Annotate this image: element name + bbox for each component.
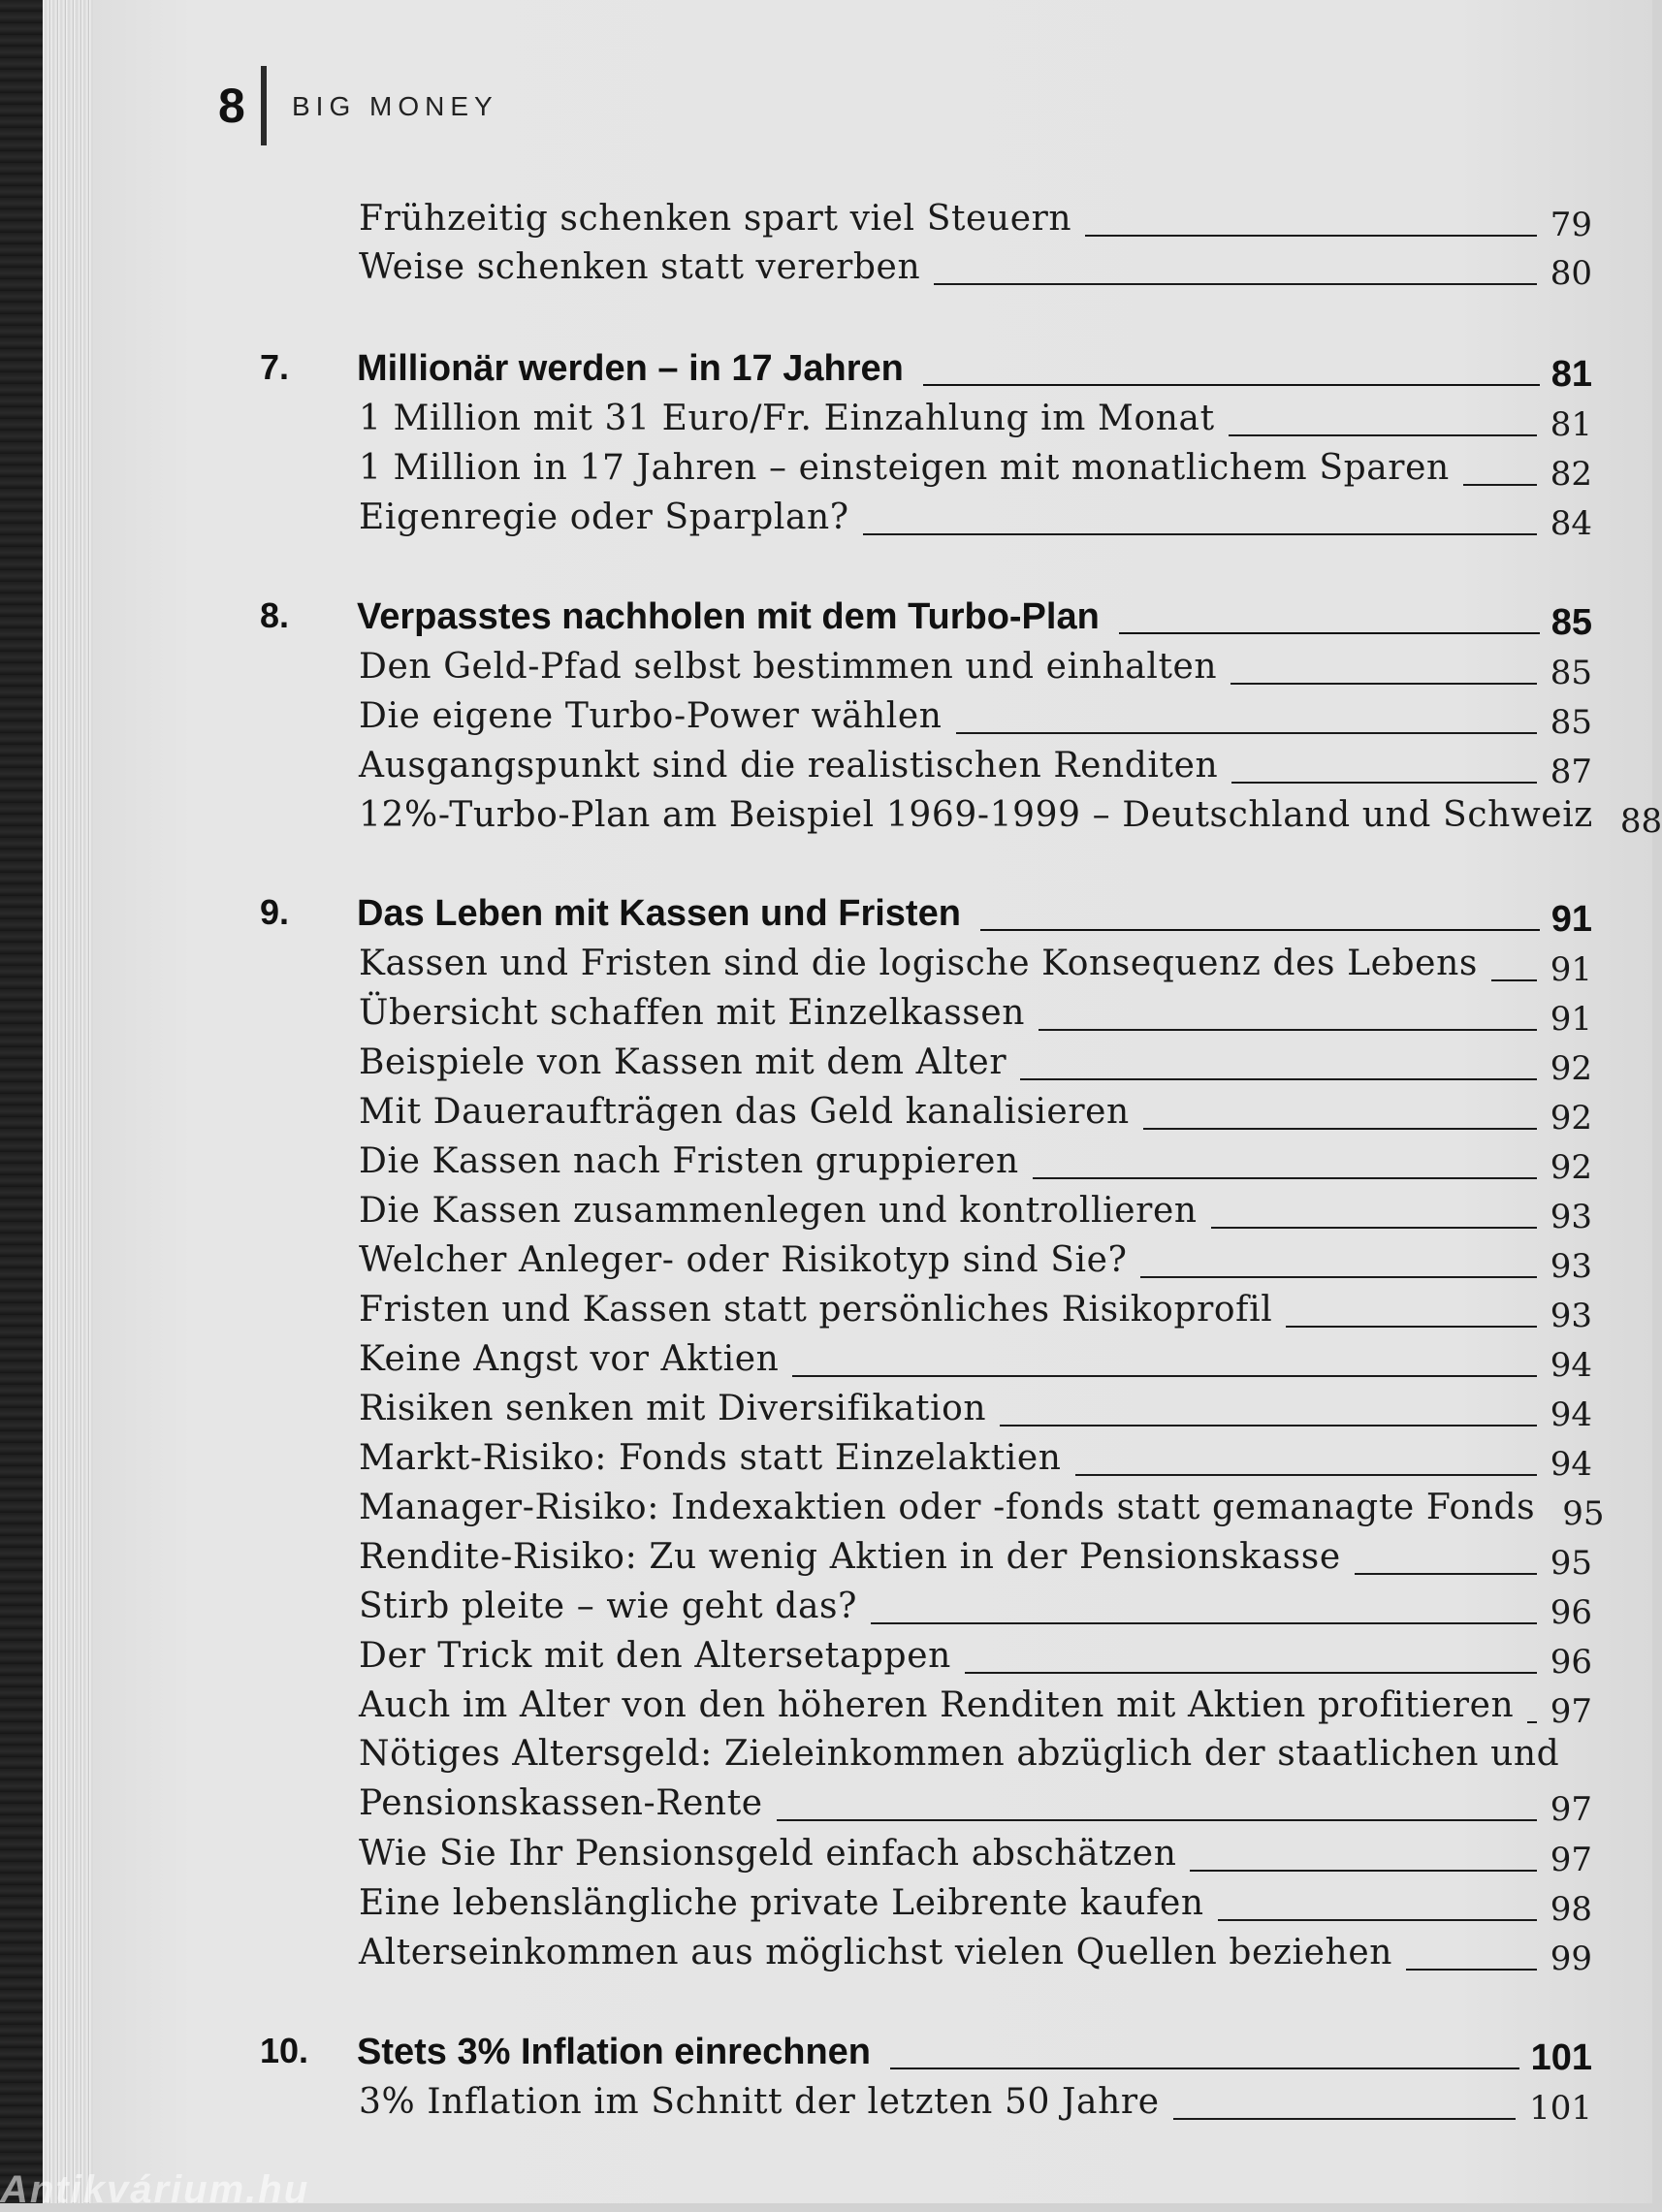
toc-entry[interactable] [359, 495, 1592, 545]
toc-entry[interactable] [359, 693, 1592, 744]
leader-line [1000, 1425, 1537, 1427]
toc-entry[interactable] [359, 1485, 1605, 1535]
leader-line [1355, 1573, 1537, 1575]
toc-entry-page: 84 [1550, 504, 1592, 543]
toc-entry-page: 85 [1550, 654, 1592, 692]
chapter-title: Millionär werden – in 17 Jahren [357, 348, 904, 389]
toc-entry-title: Kassen und Fristen sind die logische Konsequenz des Lebens [359, 944, 1478, 983]
toc-entry-title: Rendite-Risiko: Zu wenig Aktien in der Pensionskasse [359, 1537, 1341, 1577]
toc-entry-page: 95 [1550, 1544, 1592, 1583]
toc-entry-page: 97 [1550, 1790, 1592, 1829]
toc-entry[interactable] [359, 1930, 1592, 1980]
chapter-page: 91 [1550, 899, 1592, 940]
toc-entry[interactable] [359, 1089, 1592, 1139]
page-edges [43, 0, 93, 2203]
toc-entry-page: 97 [1550, 1692, 1592, 1731]
chapter-number: 7. [260, 347, 290, 387]
leader-line [1286, 1326, 1536, 1328]
leader-line [1039, 1029, 1537, 1031]
leader-line [1218, 1919, 1537, 1921]
toc-entry-title: 1 Million mit 31 Euro/Fr. Einzahlung im Monat [359, 399, 1215, 438]
toc-entry[interactable] [359, 1633, 1592, 1683]
leader-line [980, 929, 1540, 931]
toc-entry-title: Der Trick mit den Altersetappen [359, 1636, 951, 1676]
toc-entry[interactable] [359, 1040, 1592, 1090]
toc-entry-title: Frühzeitig schenken spart viel Steuern [359, 199, 1072, 239]
toc-entry-title: Risiken senken mit Diversifikation [359, 1389, 987, 1428]
toc-entry[interactable] [359, 1734, 1592, 1831]
leader-line [1231, 782, 1536, 784]
toc-entry[interactable] [359, 1683, 1592, 1733]
toc-entry-page: 91 [1550, 1000, 1592, 1039]
chapter-heading[interactable] [260, 588, 1592, 646]
toc-entry[interactable] [359, 244, 1592, 295]
toc-entry[interactable] [359, 1237, 1592, 1288]
chapter-page: 81 [1550, 354, 1592, 395]
toc-entry-title: Mit Daueraufträgen das Geld kanalisieren [359, 1092, 1130, 1132]
toc-entry-title: Keine Angst vor Aktien [359, 1339, 780, 1379]
toc-entry-page: 95 [1562, 1494, 1605, 1533]
chapter-heading[interactable] [260, 2023, 1592, 2081]
toc-entry-second-line [359, 1780, 1592, 1831]
toc-entry[interactable] [359, 196, 1592, 246]
toc-entry-title: 12%-Turbo-Plan am Beispiel 1969-1999 – Deutschland und Schweiz [359, 795, 1593, 835]
toc-entry-page: 93 [1550, 1297, 1592, 1335]
toc-entry-page: 81 [1550, 405, 1592, 444]
toc-entry-title: Manager-Risiko: Indexaktien oder -fonds statt gemanagte Fonds [359, 1488, 1536, 1527]
toc-entry-page: 94 [1550, 1445, 1592, 1484]
page-number: 8 [218, 79, 245, 133]
toc-entry[interactable] [359, 445, 1592, 496]
toc-entry-title: Den Geld-Pfad selbst bestimmen und einhalten [359, 647, 1218, 687]
leader-line [890, 2068, 1519, 2069]
chapter-page: 101 [1530, 2037, 1592, 2078]
chapter-number: 8. [260, 595, 290, 635]
toc-entry[interactable] [359, 644, 1592, 694]
toc-entry-title: Welcher Anleger- oder Risikotyp sind Sie? [359, 1240, 1128, 1280]
toc-entry[interactable] [359, 1138, 1592, 1189]
leader-line [1229, 434, 1537, 436]
toc-entry[interactable] [359, 1188, 1592, 1238]
toc-entry[interactable] [359, 1584, 1592, 1634]
header-divider [261, 66, 267, 145]
leader-line [1143, 1128, 1537, 1130]
leader-line [871, 1622, 1537, 1624]
leader-line [1140, 1276, 1536, 1278]
toc-entry-page: 97 [1550, 1841, 1592, 1879]
toc-entry-title: Alterseinkommen aus möglichst vielen Quellen beziehen [359, 1933, 1393, 1972]
toc-entry-title: Übersicht schaffen mit Einzelkassen [359, 993, 1026, 1033]
leader-line [965, 1672, 1537, 1674]
toc-entry-title: Beispiele von Kassen mit dem Alter [359, 1042, 1007, 1082]
toc-entry-title: Markt-Risiko: Fonds statt Einzelaktien [359, 1438, 1062, 1478]
leader-line [1033, 1177, 1537, 1179]
toc-entry-page: 85 [1550, 703, 1592, 742]
toc-entry[interactable] [359, 1287, 1592, 1337]
leader-line [923, 384, 1540, 386]
toc-entry-page: 87 [1550, 753, 1592, 791]
toc-entry[interactable] [359, 396, 1592, 446]
toc-entry-title: 1 Million in 17 Jahren – einsteigen mit monatlichem Sparen [359, 448, 1450, 488]
toc-entry[interactable] [359, 1534, 1592, 1585]
toc-entry[interactable] [359, 1336, 1592, 1387]
toc-entry-page: 91 [1550, 950, 1592, 989]
chapter-number: 10. [260, 2031, 309, 2070]
toc-entry-title: Stirb pleite – wie geht das? [359, 1587, 857, 1626]
toc-entry[interactable] [359, 2079, 1592, 2130]
leader-line [1173, 2118, 1516, 2120]
toc-entry[interactable] [359, 990, 1592, 1041]
chapter-heading[interactable] [260, 339, 1592, 398]
toc-entry-page: 94 [1550, 1346, 1592, 1385]
toc-entry-page: 96 [1550, 1593, 1592, 1632]
chapter-title: Stets 3% Inflation einrechnen [357, 2032, 871, 2072]
toc-entry[interactable] [359, 1386, 1592, 1436]
book-title: BIG MONEY [292, 91, 498, 121]
toc-entry-page: 92 [1550, 1148, 1592, 1187]
toc-entry-page: 92 [1550, 1099, 1592, 1138]
toc-entry[interactable] [359, 941, 1592, 991]
toc-entry-title-line2: Pensionskassen-Rente [359, 1783, 763, 1823]
toc-entry-page: 82 [1550, 455, 1592, 494]
leader-line [1491, 979, 1537, 981]
toc-entry-page: 88 [1619, 802, 1662, 841]
leader-line [792, 1375, 1536, 1377]
leader-line [777, 1819, 1537, 1821]
chapter-heading[interactable] [260, 884, 1592, 943]
toc-entry-page: 93 [1550, 1198, 1592, 1236]
toc-entry-title: Eine lebenslängliche private Leibrente kaufen [359, 1883, 1204, 1923]
watermark: Antikvárium.hu [0, 2168, 310, 2211]
book-binding [0, 0, 43, 2203]
leader-line [1020, 1078, 1537, 1080]
leader-line [1119, 632, 1540, 634]
leader-line [1527, 1721, 1536, 1723]
toc-entry[interactable] [359, 792, 1662, 843]
toc-entry-page: 92 [1550, 1049, 1592, 1088]
chapter-title: Verpasstes nachholen mit dem Turbo-Plan [357, 596, 1100, 637]
toc-entry-page: 101 [1529, 2089, 1592, 2128]
toc-entry-title: 3% Inflation im Schnitt der letzten 50 Jahre [359, 2082, 1160, 2122]
toc-entry-page: 94 [1550, 1395, 1592, 1434]
leader-line [1211, 1227, 1537, 1229]
chapter-number: 9. [260, 892, 290, 932]
leader-line [1463, 484, 1537, 486]
leader-line [934, 283, 1536, 285]
toc-entry[interactable] [359, 1435, 1592, 1486]
toc-entry-title-line1: Nötiges Altersgeld: Zieleinkommen abzüglich der staatlichen und [359, 1734, 1560, 1774]
leader-line [1085, 235, 1537, 237]
toc-entry-title: Die Kassen nach Fristen gruppieren [359, 1141, 1019, 1181]
toc-entry-page: 80 [1550, 254, 1592, 293]
toc-entry-page: 96 [1550, 1643, 1592, 1682]
leader-line [1190, 1870, 1536, 1872]
toc-entry-title: Die Kassen zusammenlegen und kontrollieren [359, 1191, 1198, 1231]
leader-line [1406, 1969, 1537, 1971]
toc-entry-page: 99 [1550, 1940, 1592, 1978]
toc-entry-title: Auch im Alter von den höheren Renditen mit Aktien profitieren [359, 1685, 1515, 1725]
chapter-title: Das Leben mit Kassen und Fristen [357, 893, 961, 934]
toc-entry-title: Die eigene Turbo-Power wählen [359, 696, 943, 736]
toc-entry-page: 79 [1550, 206, 1592, 244]
leader-line [1231, 683, 1537, 685]
toc-entry-title: Fristen und Kassen statt persönliches Risikoprofil [359, 1290, 1273, 1330]
toc-entry-title: Eigenregie oder Sparplan? [359, 497, 849, 537]
toc-entry[interactable] [359, 743, 1592, 793]
toc-entry-title: Ausgangspunkt sind die realistischen Renditen [359, 746, 1219, 785]
toc-entry-title: Wie Sie Ihr Pensionsgeld einfach abschätzen [359, 1834, 1177, 1874]
leader-line [1075, 1474, 1537, 1476]
leader-line [956, 732, 1537, 734]
toc-entry-title: Weise schenken statt vererben [359, 247, 921, 287]
toc-entry-page: 93 [1550, 1247, 1592, 1286]
toc-entry[interactable] [359, 1880, 1592, 1931]
leader-line [863, 533, 1537, 535]
chapter-page: 85 [1550, 602, 1592, 643]
toc-entry-page: 98 [1550, 1890, 1592, 1929]
toc-entry[interactable] [359, 1831, 1592, 1881]
